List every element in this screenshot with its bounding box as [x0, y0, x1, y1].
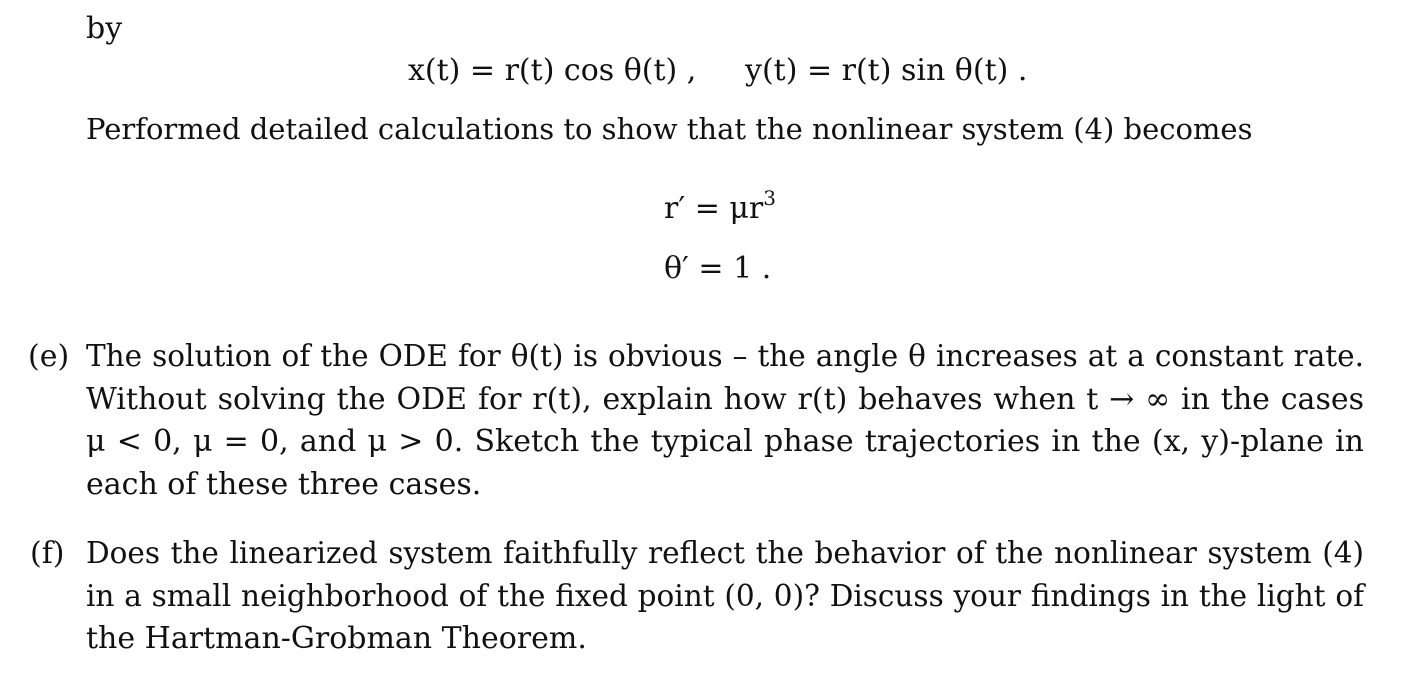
r-equation-exponent: 3	[763, 186, 776, 210]
item-f-line-1: Does the linearized system faithfully reflect the behavior of the nonlinear system (4)	[86, 536, 1364, 570]
item-e-label: (e)	[28, 339, 70, 374]
intro-sentence: Performed detailed calculations to show that the nonlinear system (4) becomes	[86, 112, 1253, 146]
item-e-line-1: The solution of the ODE for θ(t) is obvious – the angle θ increases at a constant rate.	[86, 339, 1364, 373]
polar-equation-x: x(t) = r(t) cos θ(t) ,	[408, 53, 697, 88]
theta-equation: θ′ = 1 .	[664, 251, 772, 286]
r-equation	[664, 186, 1390, 226]
polar-equation-y: y(t) = r(t) sin θ(t) .	[745, 53, 1028, 88]
item-e-line-3: μ < 0, μ = 0, and μ > 0. Sketch the typical phase trajectories in the (x, y)-plane in	[86, 424, 1364, 459]
item-f-label: (f)	[30, 536, 65, 571]
item-f-line-2: in a small neighborhood of the fixed point (0, 0)? Discuss your findings in the light of	[86, 579, 1364, 613]
item-e-line-4: each of these three cases.	[86, 467, 482, 502]
intro-word: by	[86, 11, 123, 46]
item-e-line-2: Without solving the ODE for r(t), explain how r(t) behaves when t → ∞ in the cases	[86, 382, 1364, 417]
r-equation-body: r′ = μr	[664, 191, 764, 226]
item-f-line-3: the Hartman-Grobman Theorem.	[86, 621, 587, 656]
